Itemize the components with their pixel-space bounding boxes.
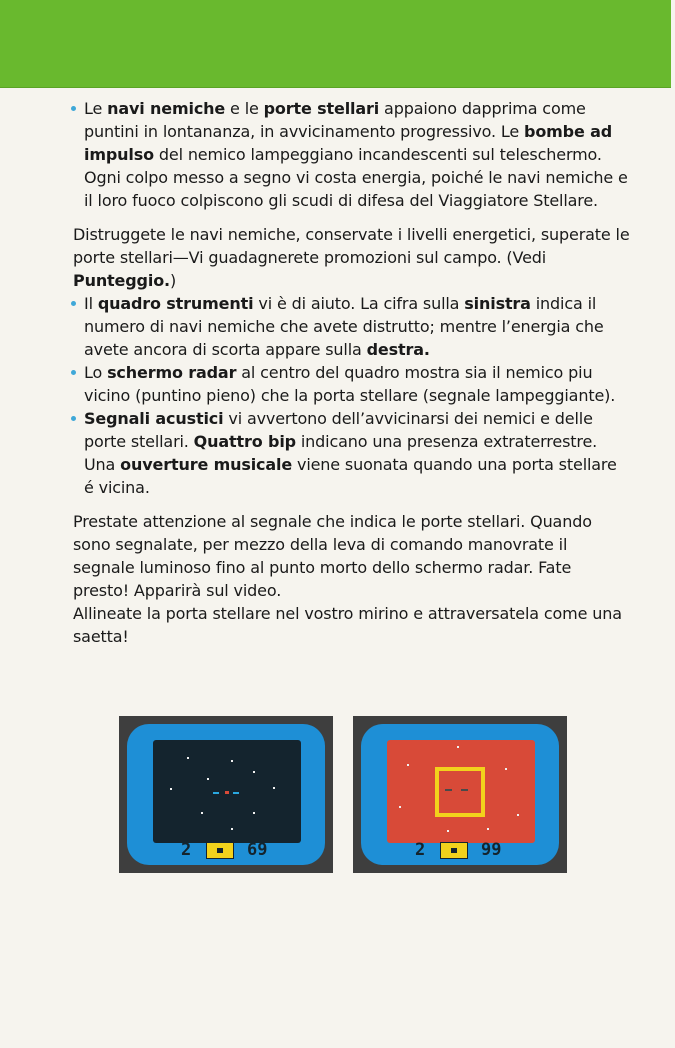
bullet-instrument-panel xyxy=(70,292,630,361)
text-span: vi è di aiuto. La cifra sulla xyxy=(253,294,465,313)
text-span: del nemico lampeggiano incandescenti sul teleschermo. Ogni colpo messo a segno vi costa energia, poiché le navi nemiche e il loro fuoco colpiscono gli scudi di difesa del Viaggiatore Stellare. xyxy=(84,145,628,210)
star-dot xyxy=(487,828,489,830)
star-dot xyxy=(201,812,203,814)
text-span: Il xyxy=(84,294,98,313)
text-span: indica il numero di navi nemiche che avete distrutto; mentre l’energia che avete ancora di scorta appare sulla xyxy=(84,294,604,359)
text-span: e le xyxy=(225,99,264,118)
paragraph-align-gate: Allineate la porta stellare nel vostro mirino e attraversatela come una saetta! xyxy=(73,604,622,646)
paragraph-destroy-ships xyxy=(70,223,630,292)
star-dot xyxy=(505,768,507,770)
energy-level: 69 xyxy=(247,840,268,860)
crosshair-left xyxy=(213,792,219,794)
star-gate-frame xyxy=(435,767,485,817)
header-color-bar xyxy=(0,0,671,88)
instrument-panel xyxy=(415,841,515,859)
crosshair-left xyxy=(445,789,452,791)
star-gate-display xyxy=(387,740,535,843)
ships-destroyed-count: 2 xyxy=(181,840,192,860)
instructions-text xyxy=(70,97,630,648)
radar-ship-icon xyxy=(206,842,234,859)
keyword: Segnali acustici xyxy=(84,409,224,428)
keyword: destra. xyxy=(366,340,430,359)
text-span: Lo xyxy=(84,363,108,382)
star-dot xyxy=(447,830,449,832)
star-dot xyxy=(407,764,409,766)
paragraph-star-gate-signal: Prestate attenzione al segnale che indica le porte stellari. Quando sono segnalate, per mezzo della leva di comando manovrate il segnale luminoso fino al punto morto dello schermo radar. Fate presto! Apparirà sul video. xyxy=(73,512,592,600)
star-dot xyxy=(399,806,401,808)
keyword: ouverture musicale xyxy=(120,455,293,474)
star-dot xyxy=(231,828,233,830)
star-dot xyxy=(253,771,255,773)
crosshair-right xyxy=(461,789,468,791)
keyword: porte stellari xyxy=(263,99,380,118)
bullet-enemy-ships xyxy=(70,97,630,212)
screenshot-radar-view xyxy=(119,716,333,873)
ships-destroyed-count: 2 xyxy=(415,840,426,860)
energy-level: 99 xyxy=(481,840,502,860)
star-dot xyxy=(187,757,189,759)
bullet-dot-icon xyxy=(71,106,76,111)
keyword: sinistra xyxy=(464,294,531,313)
text-span: Distruggete le navi nemiche, conservate i livelli energetici, superate le porte stellari—Vi guadagnerete promozioni sul campo. (Vedi xyxy=(73,225,630,267)
crosshair-right xyxy=(233,792,239,794)
keyword: schermo radar xyxy=(107,363,237,382)
radar-ship-icon xyxy=(440,842,468,859)
text-span: vi avvertono dell’avvicinarsi dei nemici e delle porte stellari. xyxy=(84,409,593,451)
screenshot-star-gate-view xyxy=(353,716,567,873)
text-span: appaiono dapprima come puntini in lontananza, in avvicinamento progressivo. Le xyxy=(84,99,586,141)
bullet-dot-icon xyxy=(71,416,76,421)
bullet-sound-signals xyxy=(70,407,630,499)
bullet-radar-screen xyxy=(70,361,630,407)
keyword: Punteggio. xyxy=(73,271,170,290)
star-dot xyxy=(457,746,459,748)
crosshair-center xyxy=(225,791,229,794)
keyword: bombe ad impulso xyxy=(84,122,613,164)
text-span: ) xyxy=(169,271,177,290)
star-dot xyxy=(517,814,519,816)
keyword: quadro strumenti xyxy=(97,294,254,313)
bullet-dot-icon xyxy=(71,370,76,375)
bullet-dot-icon xyxy=(71,301,76,306)
keyword: Quattro bip xyxy=(193,432,296,451)
keyword: navi nemiche xyxy=(107,99,226,118)
space-display xyxy=(153,740,301,843)
star-dot xyxy=(207,778,209,780)
text-span: Le xyxy=(84,99,108,118)
star-dot xyxy=(273,787,275,789)
text-span: viene suonata quando una porta stellare é vicina. xyxy=(84,455,617,497)
text-span: indicano una presenza extraterrestre. Una xyxy=(84,432,598,474)
star-dot xyxy=(253,812,255,814)
text-span: al centro del quadro mostra sia il nemico piu vicino (puntino pieno) che la porta stellare (segnale lampeggiante). xyxy=(84,363,616,405)
star-dot xyxy=(231,760,233,762)
game-screenshots xyxy=(119,716,567,873)
instrument-panel xyxy=(181,841,281,859)
star-dot xyxy=(170,788,172,790)
